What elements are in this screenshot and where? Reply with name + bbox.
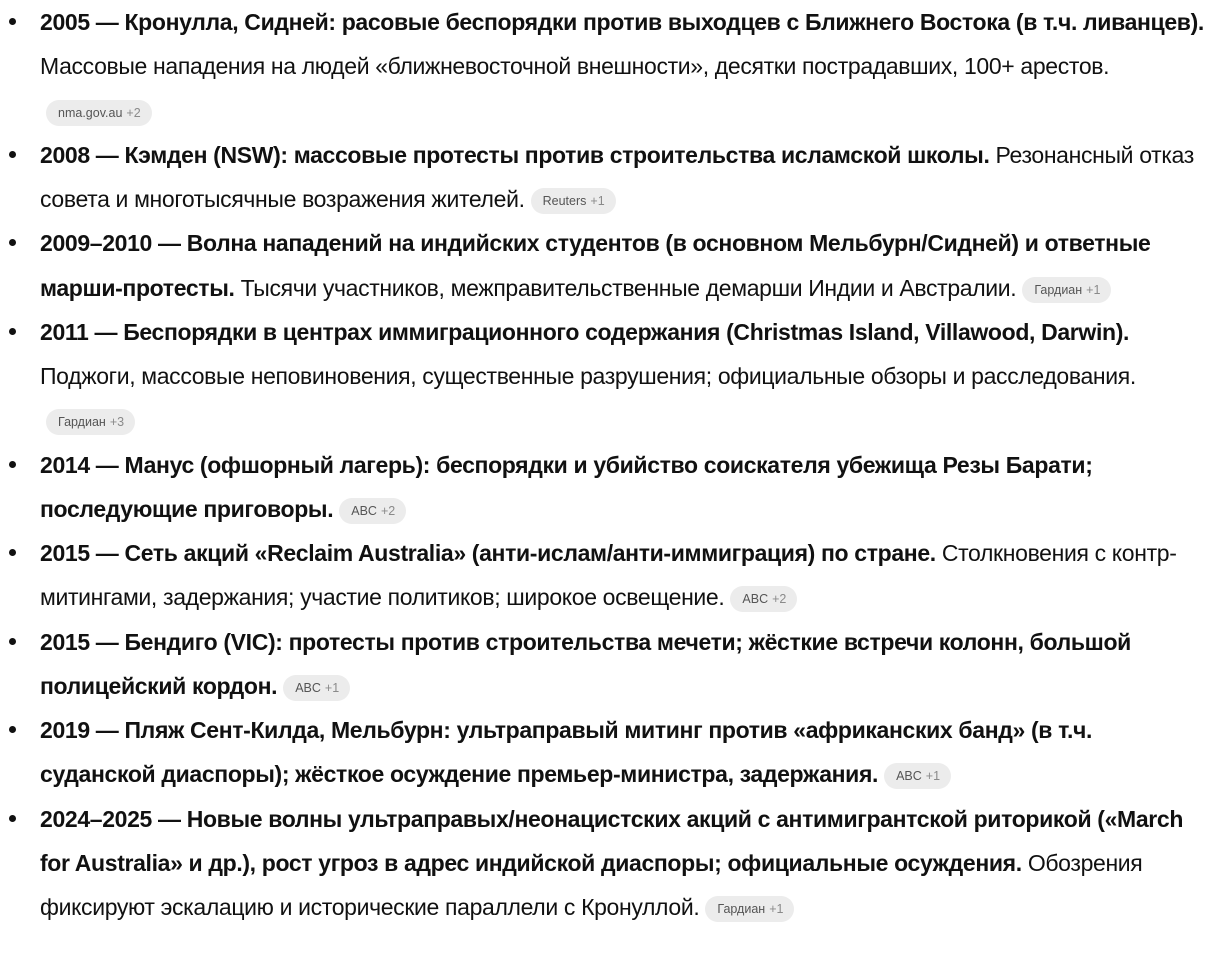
citation-chip[interactable]: [46, 100, 152, 126]
event-description: Поджоги, массовые неповиновения, существенные разрушения; официальные обзоры и расследования.: [40, 363, 1136, 389]
event-heading: 2024–2025 — Новые волны ультраправых/неонацистских акций с антимигрантской риторикой («March for Australia» и др.), рост угроз в адрес индийской диаспоры; официальные осуждения.: [40, 805, 1184, 876]
bullet-icon: [9, 461, 16, 468]
list-item: [40, 221, 1208, 310]
list-item: [40, 797, 1208, 930]
list-item: [40, 310, 1208, 443]
citation-chip[interactable]: [46, 409, 135, 435]
citation-source: ABC: [295, 680, 321, 695]
citation-source: ABC: [742, 592, 769, 607]
bullet-icon: [9, 328, 16, 335]
citation-chip[interactable]: [730, 586, 797, 612]
bullet-icon: [9, 239, 16, 246]
event-heading: 2019 — Пляж Сент-Килда, Мельбурн: ультраправый митинг против «африканских банд» (в т.ч. суданской диаспоры); жёсткое осуждение премьер-министра, задержания.: [40, 717, 1093, 788]
citation-count: +1: [590, 194, 605, 208]
event-heading: 2015 — Сеть акций «Reclaim Australia» (анти-ислам/анти-иммиграция) по стране.: [40, 540, 936, 566]
bullet-icon: [9, 815, 16, 822]
citation-count: +2: [772, 592, 787, 607]
bullet-icon: [9, 549, 16, 556]
citation-count: +3: [109, 415, 125, 430]
citation-chip[interactable]: [283, 675, 350, 701]
bullet-icon: [9, 18, 16, 25]
bullet-icon: [9, 151, 16, 158]
citation-count: +2: [126, 105, 141, 120]
citation-chip[interactable]: [339, 498, 406, 524]
list-item: [40, 531, 1208, 620]
event-description: Тысячи участников, межправительственные демарши Индии и Австралии.: [234, 274, 1017, 301]
list-item: [40, 620, 1208, 709]
bullet-icon: [9, 726, 16, 733]
event-heading: 2005 — Кронулла, Сидней: расовые беспорядки против выходцев с Ближнего Востока (в т.ч. ливанцев).: [40, 9, 1204, 35]
bullet-icon: [9, 638, 16, 645]
citation-chip[interactable]: [884, 763, 951, 789]
list-item: [40, 708, 1208, 797]
event-description: Массовые нападения на людей «ближневосточной внешности», десятки пострадавших, 100+ арестов.: [40, 53, 1110, 80]
citation-source: Reuters: [542, 194, 587, 208]
list-item: [40, 443, 1208, 532]
event-heading: 2014 — Манус (офшорный лагерь): беспорядки и убийство соискателя убежища Резы Барати; последующие приговоры.: [40, 451, 1093, 522]
citation-count: +1: [769, 902, 784, 916]
citation-source: Гардиан: [1034, 282, 1083, 297]
citation-count: +2: [380, 503, 396, 518]
event-description: Обозрения фиксируют эскалацию и исторические параллели с Кронуллой.: [40, 849, 1143, 920]
citation-chip[interactable]: [531, 188, 616, 214]
list-item: [40, 0, 1208, 133]
citation-count: +1: [925, 769, 941, 784]
event-heading: 2008 — Кэмден (NSW): массовые протесты против строительства исламской школы.: [40, 141, 990, 168]
citation-source: nma.gov.au: [58, 105, 123, 120]
event-description: Резонансный отказ совета и многотысячные возражения жителей.: [40, 141, 1194, 212]
citation-source: ABC: [351, 503, 377, 518]
event-heading: 2015 — Бендиго (VIC): протесты против строительства мечети; жёсткие встречи колонн, большой полицейский кордон.: [40, 628, 1131, 699]
citation-source: Гардиан: [58, 415, 106, 430]
event-heading: 2011 — Беспорядки в центрах иммиграционного содержания (Christmas Island, Villawood, Darwin).: [40, 318, 1130, 345]
citation-source: ABC: [896, 769, 922, 784]
citation-source: Гардиан: [717, 902, 766, 916]
list-item: [40, 133, 1208, 222]
event-description: Столкновения с контр-митингами, задержания; участие политиков; широкое освещение.: [40, 540, 1177, 611]
citation-count: +1: [1086, 282, 1101, 297]
citation-count: +1: [324, 680, 340, 695]
citation-chip[interactable]: [705, 896, 794, 922]
citation-chip[interactable]: [1022, 277, 1111, 303]
event-heading: 2009–2010 — Волна нападений на индийских студентов (в основном Мельбурн/Сидней) и ответные марши-протесты.: [40, 230, 1151, 301]
